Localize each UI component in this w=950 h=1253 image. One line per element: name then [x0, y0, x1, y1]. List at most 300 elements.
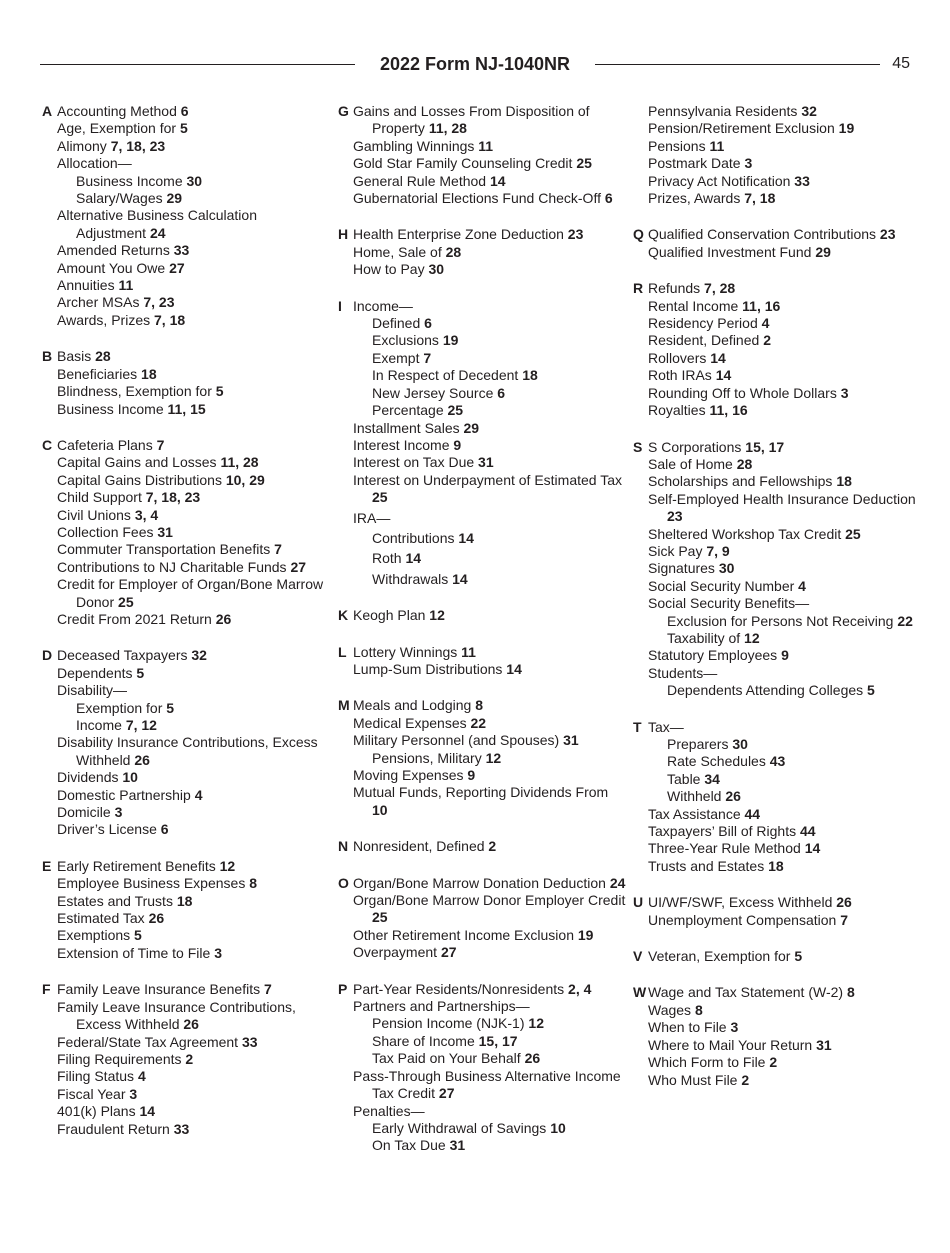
section-letter: F: [42, 981, 51, 998]
entry-pages: 14: [139, 1103, 156, 1120]
entry-text: Business Income: [76, 172, 183, 189]
entry-text: Accounting Method: [57, 103, 177, 119]
index-entry: [631, 173, 931, 190]
index-entry: [336, 437, 626, 454]
entry-pages: 7, 23: [143, 294, 175, 311]
entry-text: Resident, Defined: [648, 332, 760, 349]
entry-pages: 26: [836, 894, 852, 911]
entry-text: Disability Insurance Contributions, Excess Withheld: [57, 734, 318, 768]
index-section-a: [40, 103, 330, 329]
index-section-k: [336, 607, 626, 624]
index-entry: [631, 332, 931, 349]
index-entry: [40, 734, 330, 769]
section-letter: N: [338, 838, 349, 855]
entry-pages: 2: [741, 1071, 750, 1088]
index-entry: [40, 1051, 330, 1068]
section-letter: B: [42, 348, 53, 365]
entry-pages: 2: [185, 1050, 194, 1067]
entry-text: 401(k) Plans: [57, 1103, 136, 1120]
index-entry: [631, 103, 931, 120]
index-entry: [631, 526, 931, 543]
entry-text: Basis: [57, 348, 92, 365]
entry-text: Meals and Lodging: [353, 697, 472, 714]
index-entry: [631, 788, 931, 805]
entry-text: Cafeteria Plans: [57, 436, 153, 453]
index-entry: [631, 402, 931, 419]
entry-text: Domicile: [57, 804, 111, 821]
index-entry: [631, 439, 931, 456]
entry-pages: 7, 18, 23: [110, 137, 166, 154]
index-section-n: [336, 838, 626, 855]
index-entry: [40, 1034, 330, 1051]
index-entry: [336, 244, 626, 261]
index-entry: [40, 312, 330, 329]
entry-pages: 7: [156, 436, 165, 453]
index-entry: [631, 984, 931, 1001]
entry-pages: 32: [801, 103, 817, 119]
section-letter: S: [633, 438, 643, 455]
index-section-q: [631, 226, 931, 261]
entry-text: Social Security Benefits—: [648, 595, 810, 612]
entry-text: Military Personnel (and Spouses): [353, 732, 560, 749]
entry-text: Gains and Losses From Disposition of Property: [353, 103, 590, 137]
index-entry: [631, 719, 931, 736]
index-entry: [336, 998, 626, 1015]
index-entry: [336, 103, 626, 138]
index-entry: [631, 1002, 931, 1019]
entry-pages: 14: [715, 367, 732, 384]
entry-text: Sale of Home: [648, 455, 733, 472]
index-entry: [40, 437, 330, 454]
index-entry: [40, 910, 330, 927]
entry-pages: 29: [815, 243, 831, 260]
entry-text: Refunds: [648, 280, 701, 297]
index-entry: [631, 682, 931, 699]
entry-text: Business Income: [57, 400, 164, 417]
entry-pages: 5: [179, 120, 188, 137]
entry-text: Withheld: [667, 788, 722, 805]
index-section-t: [631, 719, 931, 876]
index-section-v: [631, 948, 931, 965]
section-letter: U: [633, 894, 644, 911]
entry-pages: 14: [804, 840, 821, 857]
index-entry: [40, 945, 330, 962]
entry-text: Amended Returns: [57, 242, 170, 259]
entry-pages: 32: [191, 647, 207, 664]
entry-pages: 28: [736, 455, 753, 472]
index-entry: [336, 550, 626, 567]
index-entry: [40, 787, 330, 804]
entry-text: Statutory Employees: [648, 647, 778, 664]
entry-pages: 14: [710, 349, 726, 366]
index-entry: [40, 242, 330, 259]
entry-text: Wages: [648, 1001, 692, 1018]
entry-text: Table: [667, 770, 701, 787]
entry-text: Credit for Employer of Organ/Bone Marrow Donor: [57, 576, 324, 610]
entry-pages: 7, 18: [744, 190, 776, 207]
index-entry: [40, 858, 330, 875]
entry-text: Taxability of: [667, 629, 741, 646]
index-column-3: [631, 103, 931, 1108]
entry-pages: 3, 4: [134, 506, 159, 523]
entry-text: Taxpayers’ Bill of Rights: [648, 823, 797, 840]
entry-text: Estates and Trusts: [57, 892, 173, 909]
index-entry: [40, 489, 330, 506]
entry-pages: 31: [563, 732, 579, 749]
section-letter: L: [338, 643, 347, 660]
index-entry: [336, 1050, 626, 1067]
entry-pages: 5: [136, 664, 145, 681]
entry-pages: 14: [489, 172, 506, 189]
entry-text: Dependents Attending Colleges: [667, 682, 864, 699]
entry-text: Alimony: [57, 137, 107, 154]
entry-text: Filing Status: [57, 1068, 135, 1085]
entry-pages: 18: [522, 367, 538, 384]
index-entry: [336, 298, 626, 315]
entry-pages: 25: [372, 489, 388, 506]
entry-text: Mutual Funds, Reporting Dividends From: [353, 784, 609, 801]
index-entry: [631, 753, 931, 770]
entry-pages: 2: [769, 1054, 778, 1071]
section-letter: I: [338, 297, 342, 314]
entry-pages: 6: [160, 821, 169, 838]
index-entry: [40, 103, 330, 120]
index-entry: [40, 294, 330, 311]
entry-text: Preparers: [667, 736, 729, 752]
entry-pages: 23: [667, 508, 683, 525]
entry-pages: 19: [577, 926, 594, 943]
index-section-l: [336, 644, 626, 679]
entry-text: Organ/Bone Marrow Donation Deduction: [353, 874, 606, 891]
entry-text: Dividends: [57, 769, 119, 786]
entry-pages: 3: [129, 1085, 138, 1102]
entry-text: Qualified Investment Fund: [648, 243, 812, 260]
index-entry: [336, 530, 626, 547]
entry-pages: 7, 28: [704, 280, 736, 297]
entry-text: Archer MSAs: [57, 294, 140, 311]
entry-pages: 34: [704, 770, 720, 787]
entry-pages: 22: [470, 714, 487, 731]
entry-pages: 10: [550, 1119, 566, 1136]
index-entry: [631, 595, 931, 612]
entry-text: Rounding Off to Whole Dollars: [648, 384, 837, 401]
index-entry: [631, 473, 931, 490]
entry-pages: 10, 29: [225, 471, 265, 488]
index-entry: [631, 491, 931, 526]
entry-text: Pennsylvania Residents: [648, 103, 798, 119]
entry-text: Share of Income: [372, 1032, 475, 1049]
entry-pages: 31: [157, 523, 173, 540]
entry-text: Extension of Time to File: [57, 944, 211, 961]
entry-text: How to Pay: [353, 261, 425, 278]
entry-text: Interest on Underpayment of Estimated Tax: [353, 471, 622, 488]
index-entry: [336, 571, 626, 588]
entry-pages: 6: [497, 384, 506, 401]
index-entry: [336, 981, 626, 998]
entry-text: Residency Period: [648, 315, 758, 332]
entry-pages: 7, 9: [706, 542, 730, 559]
section-letter: V: [633, 948, 643, 965]
entry-text: Collection Fees: [57, 523, 154, 540]
entry-pages: 33: [794, 172, 810, 189]
entry-pages: 11: [478, 137, 494, 154]
entry-text: Salary/Wages: [76, 190, 163, 207]
entry-text: Organ/Bone Marrow Donor Employer Credit: [353, 892, 626, 909]
entry-pages: 25: [447, 402, 464, 419]
index-entry: [336, 838, 626, 855]
index-entry: [631, 806, 931, 823]
entry-text: Allocation—: [57, 155, 132, 172]
index-entry: [40, 1103, 330, 1120]
entry-text: Students—: [648, 664, 718, 681]
index-entry: [631, 226, 931, 243]
entry-pages: 8: [249, 875, 258, 892]
index-entry: [40, 383, 330, 400]
index-entry: [631, 665, 931, 682]
entry-pages: 18: [176, 892, 193, 909]
entry-text: Roth IRAs: [648, 367, 712, 384]
index-entry: [40, 647, 330, 664]
index-entry: [336, 155, 626, 172]
entry-pages: 3: [214, 944, 222, 961]
entry-pages: 19: [442, 332, 459, 349]
entry-pages: 8: [846, 984, 855, 1001]
entry-text: Exempt: [372, 349, 420, 366]
index-entry: [40, 507, 330, 524]
index-entry: [631, 385, 931, 402]
entry-text: Sheltered Workshop Tax Credit: [648, 525, 842, 542]
index-entry: [40, 717, 330, 734]
index-entry: [40, 120, 330, 137]
index-entry: [336, 1033, 626, 1050]
index-entry: [336, 784, 626, 819]
index-entry: [631, 630, 931, 647]
index-entry: [631, 1072, 931, 1089]
page-number: 45: [892, 55, 910, 72]
entry-text: Lottery Winnings: [353, 643, 458, 660]
entry-text: Withdrawals: [372, 570, 449, 587]
entry-text: Disability—: [57, 682, 128, 699]
entry-pages: 27: [440, 944, 457, 961]
entry-pages: 30: [732, 736, 748, 752]
entry-text: Rollovers: [648, 349, 707, 366]
index-entry: [336, 510, 626, 527]
section-letter: G: [338, 103, 349, 119]
index-entry: [40, 682, 330, 699]
entry-text: Who Must File: [648, 1071, 738, 1088]
entry-text: In Respect of Decedent: [372, 367, 519, 384]
entry-pages: 14: [452, 570, 468, 587]
entry-pages: 12: [485, 749, 502, 766]
entry-pages: 26: [148, 910, 165, 927]
entry-text: Pensions, Military: [372, 749, 482, 766]
index-entry: [336, 402, 626, 419]
index-entry: [40, 348, 330, 365]
index-section-d: [40, 647, 330, 838]
entry-text: Tax Paid on Your Behalf: [372, 1050, 521, 1067]
index-section-o: [336, 875, 626, 962]
index-entry: [631, 840, 931, 857]
index-entry: [40, 576, 330, 611]
entry-pages: 25: [118, 593, 134, 610]
entry-pages: 3: [730, 1019, 739, 1036]
index-entry: [336, 454, 626, 471]
index-entry: [40, 1068, 330, 1085]
index-entry: [40, 541, 330, 558]
index-entry: [40, 277, 330, 294]
entry-text: Nonresident, Defined: [353, 838, 485, 855]
index-entry: [40, 875, 330, 892]
entry-text: Capital Gains and Losses: [57, 454, 217, 471]
index-entry: [40, 207, 330, 242]
entry-pages: 2: [488, 838, 497, 855]
entry-pages: 33: [173, 1120, 190, 1137]
entry-pages: 25: [576, 155, 592, 172]
index-section-c: [40, 437, 330, 628]
entry-pages: 3: [840, 384, 849, 401]
entry-pages: 12: [744, 629, 760, 646]
index-section-b: [40, 348, 330, 418]
index-entry: [40, 927, 330, 944]
index-section-s: [631, 439, 931, 700]
header-rule-left: [40, 64, 355, 65]
entry-pages: 11, 28: [220, 454, 259, 471]
entry-pages: 4: [137, 1068, 146, 1085]
index-section-u: [631, 894, 931, 929]
entry-pages: 7: [840, 911, 849, 928]
entry-pages: 10: [372, 801, 388, 818]
section-letter: O: [338, 874, 349, 891]
entry-text: Fraudulent Return: [57, 1120, 170, 1137]
entry-pages: 2: [763, 332, 771, 349]
entry-text: On Tax Due: [372, 1137, 446, 1154]
entry-pages: 30: [718, 560, 735, 577]
index-entry: [631, 190, 931, 207]
section-letter: R: [633, 280, 644, 297]
entry-text: IRA—: [353, 509, 391, 526]
index-entry: [336, 1068, 626, 1103]
index-entry: [336, 173, 626, 190]
section-letter: A: [42, 103, 53, 119]
entry-pages: 25: [845, 525, 861, 542]
entry-text: When to File: [648, 1019, 727, 1036]
index-entry: [631, 280, 931, 297]
index-entry: [40, 1121, 330, 1138]
index-entry: [40, 173, 330, 190]
entry-pages: 4: [798, 577, 806, 594]
index-entry: [336, 767, 626, 784]
entry-pages: 23: [567, 226, 584, 243]
entry-text: Contributions to NJ Charitable Funds: [57, 558, 287, 575]
entry-text: Early Withdrawal of Savings: [372, 1119, 547, 1136]
entry-text: Family Leave Insurance Benefits: [57, 981, 261, 998]
entry-text: Driver’s License: [57, 821, 157, 838]
index-entry: [336, 750, 626, 767]
entry-pages: 7, 12: [125, 717, 157, 733]
index-entry: [336, 332, 626, 349]
entry-pages: 14: [506, 660, 522, 677]
entry-text: Exclusions: [372, 332, 439, 349]
entry-pages: 7: [274, 541, 282, 558]
index-entry: [631, 912, 931, 929]
entry-text: Health Enterprise Zone Deduction: [353, 226, 564, 243]
index-entry: [40, 804, 330, 821]
index-section-p-continued: [631, 103, 931, 207]
entry-text: Part-Year Residents/Nonresidents: [353, 980, 565, 997]
entry-text: Exclusion for Persons Not Receiving: [667, 612, 894, 629]
index-entry: [336, 472, 626, 507]
index-section-m: [336, 697, 626, 819]
entry-text: Exemption for: [76, 699, 163, 716]
index-section-r: [631, 280, 931, 419]
entry-pages: 11, 16: [709, 402, 748, 419]
entry-pages: 24: [609, 874, 626, 891]
section-letter: E: [42, 857, 52, 874]
entry-pages: 11, 15: [167, 400, 206, 417]
entry-pages: 22: [897, 612, 913, 629]
entry-text: Beneficiaries: [57, 365, 138, 382]
entry-text: Exemptions: [57, 927, 131, 944]
entry-pages: 30: [186, 172, 203, 189]
index-section-p: [336, 981, 626, 1155]
index-entry: [631, 823, 931, 840]
section-letter: Q: [633, 226, 644, 243]
entry-pages: 14: [405, 550, 422, 567]
entry-pages: 8: [475, 697, 483, 714]
index-column-2: [336, 103, 626, 1174]
entry-text: Gold Star Family Counseling Credit: [353, 155, 573, 172]
entry-pages: 26: [524, 1050, 541, 1067]
entry-pages: 9: [781, 647, 789, 664]
index-entry: [631, 948, 931, 965]
entry-text: Overpayment: [353, 944, 438, 961]
entry-text: Dependents: [57, 664, 133, 681]
entry-text: Pensions: [648, 137, 706, 154]
entry-pages: 7: [423, 349, 432, 366]
entry-text: Prizes, Awards: [648, 190, 741, 207]
entry-pages: 10: [122, 769, 138, 786]
entry-text: Rate Schedules: [667, 753, 766, 770]
entry-pages: 29: [463, 419, 480, 436]
entry-text: Fiscal Year: [57, 1085, 126, 1102]
index-entry: [631, 543, 931, 560]
index-entry: [336, 1103, 626, 1120]
entry-text: Estimated Tax: [57, 910, 145, 927]
entry-pages: 12: [219, 857, 236, 874]
entry-pages: 11, 16: [742, 297, 781, 314]
entry-pages: 8: [694, 1001, 703, 1018]
entry-text: S Corporations: [648, 438, 742, 455]
entry-pages: 5: [867, 682, 875, 699]
entry-text: Installment Sales: [353, 419, 460, 436]
entry-pages: 26: [215, 610, 232, 627]
entry-pages: 11: [709, 137, 725, 154]
entry-text: Age, Exemption for: [57, 120, 177, 137]
entry-text: Pass-Through Business Alternative Income Tax Credit: [353, 1067, 621, 1102]
section-letter: P: [338, 980, 348, 997]
page-title: 2022 Form NJ-1040NR: [379, 54, 571, 74]
index-entry: [631, 244, 931, 261]
section-letter: D: [42, 647, 53, 664]
entry-text: Qualified Conservation Contributions: [648, 226, 877, 243]
entry-text: Scholarships and Fellowships: [648, 473, 833, 490]
index-section-h: [336, 226, 626, 278]
entry-text: Lump-Sum Distributions: [353, 660, 503, 677]
index-entry: [40, 665, 330, 682]
index-entry: [40, 981, 330, 998]
index-entry: [336, 715, 626, 732]
entry-text: Roth: [372, 550, 402, 567]
